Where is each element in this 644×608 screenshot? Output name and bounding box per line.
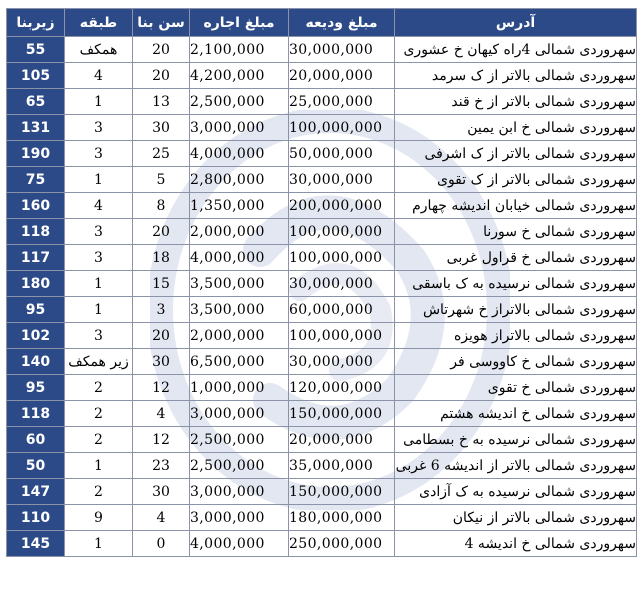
cell-deposit: 200,000,000 xyxy=(289,193,395,219)
cell-rent: 3,000,000 xyxy=(190,479,289,505)
cell-area: 117 xyxy=(7,245,65,271)
cell-address: سهروردی شمالی بالاتر از نیکان xyxy=(395,505,637,531)
table-row xyxy=(7,453,637,479)
cell-age: 8 xyxy=(133,193,190,219)
cell-address: سهروردی شمالی بالاتر از اندیشه 6 غربی xyxy=(395,453,637,479)
table-row xyxy=(7,89,637,115)
cell-address: سهروردی شمالی بالاتر از ک اشرفی xyxy=(395,141,637,167)
cell-rent: 4,000,000 xyxy=(190,531,289,557)
cell-rent: 3,500,000 xyxy=(190,297,289,323)
cell-area: 95 xyxy=(7,375,65,401)
cell-deposit: 30,000,000 xyxy=(289,349,395,375)
cell-address: سهروردی شمالی خیابان اندیشه چهارم xyxy=(395,193,637,219)
cell-area: 118 xyxy=(7,219,65,245)
cell-deposit: 35,000,000 xyxy=(289,453,395,479)
cell-floor: 2 xyxy=(65,479,133,505)
cell-rent: 1,350,000 xyxy=(190,193,289,219)
cell-floor: 3 xyxy=(65,115,133,141)
cell-age: 30 xyxy=(133,115,190,141)
header-address: آدرس xyxy=(395,9,637,37)
cell-floor: 1 xyxy=(65,167,133,193)
table-row xyxy=(7,427,637,453)
cell-rent: 3,000,000 xyxy=(190,115,289,141)
table-row xyxy=(7,375,637,401)
cell-area: 190 xyxy=(7,141,65,167)
cell-age: 20 xyxy=(133,37,190,63)
cell-age: 20 xyxy=(133,63,190,89)
cell-rent: 4,000,000 xyxy=(190,141,289,167)
cell-floor: 1 xyxy=(65,271,133,297)
cell-age: 5 xyxy=(133,167,190,193)
cell-floor: 1 xyxy=(65,453,133,479)
cell-age: 4 xyxy=(133,505,190,531)
cell-age: 30 xyxy=(133,349,190,375)
header-area: زیربنا xyxy=(7,9,65,37)
table-row xyxy=(7,505,637,531)
cell-rent: 4,200,000 xyxy=(190,63,289,89)
cell-floor: 1 xyxy=(65,531,133,557)
table-row xyxy=(7,323,637,349)
header-rent: مبلغ اجاره xyxy=(190,9,289,37)
cell-deposit: 100,000,000 xyxy=(289,323,395,349)
header-age: سن بنا xyxy=(133,9,190,37)
cell-floor: 9 xyxy=(65,505,133,531)
cell-area: 118 xyxy=(7,401,65,427)
cell-address: سهروردی شمالی بالاتراز هویزه xyxy=(395,323,637,349)
cell-deposit: 150,000,000 xyxy=(289,401,395,427)
cell-deposit: 20,000,000 xyxy=(289,63,395,89)
table-row xyxy=(7,167,637,193)
cell-age: 23 xyxy=(133,453,190,479)
cell-rent: 3,000,000 xyxy=(190,505,289,531)
cell-floor: 2 xyxy=(65,401,133,427)
cell-deposit: 50,000,000 xyxy=(289,141,395,167)
cell-floor: 1 xyxy=(65,89,133,115)
cell-address: سهروردی شمالی بالاتر از ک تقوی xyxy=(395,167,637,193)
table-row xyxy=(7,245,637,271)
table-row xyxy=(7,219,637,245)
cell-deposit: 180,000,000 xyxy=(289,505,395,531)
cell-rent: 2,100,000 xyxy=(190,37,289,63)
cell-address: سهروردی شمالی خ اندیشه هشتم xyxy=(395,401,637,427)
cell-area: 105 xyxy=(7,63,65,89)
cell-floor: همکف xyxy=(65,37,133,63)
cell-area: 60 xyxy=(7,427,65,453)
cell-age: 30 xyxy=(133,479,190,505)
cell-deposit: 250,000,000 xyxy=(289,531,395,557)
table-row xyxy=(7,63,637,89)
cell-floor: 3 xyxy=(65,141,133,167)
cell-area: 131 xyxy=(7,115,65,141)
cell-area: 95 xyxy=(7,297,65,323)
table-row xyxy=(7,349,637,375)
cell-age: 4 xyxy=(133,401,190,427)
table-row xyxy=(7,401,637,427)
cell-address: سهروردی شمالی بالاتر از خ قند xyxy=(395,89,637,115)
cell-rent: 2,000,000 xyxy=(190,323,289,349)
cell-rent: 4,000,000 xyxy=(190,245,289,271)
table-row xyxy=(7,115,637,141)
table-row xyxy=(7,271,637,297)
cell-area: 50 xyxy=(7,453,65,479)
cell-address: سهروردی شمالی خ اندیشه 4 xyxy=(395,531,637,557)
cell-rent: 2,500,000 xyxy=(190,89,289,115)
cell-area: 145 xyxy=(7,531,65,557)
cell-area: 110 xyxy=(7,505,65,531)
cell-age: 25 xyxy=(133,141,190,167)
cell-age: 3 xyxy=(133,297,190,323)
cell-rent: 2,500,000 xyxy=(190,427,289,453)
table-header-row xyxy=(7,9,637,37)
table-row xyxy=(7,193,637,219)
cell-deposit: 30,000,000 xyxy=(289,37,395,63)
cell-floor: 2 xyxy=(65,375,133,401)
cell-rent: 2,500,000 xyxy=(190,453,289,479)
cell-deposit: 60,000,000 xyxy=(289,297,395,323)
cell-address: سهروردی شمالی خ ابن یمین xyxy=(395,115,637,141)
cell-age: 12 xyxy=(133,427,190,453)
cell-area: 147 xyxy=(7,479,65,505)
cell-address: سهروردی شمالی خ سورنا xyxy=(395,219,637,245)
cell-floor: 4 xyxy=(65,63,133,89)
cell-age: 20 xyxy=(133,219,190,245)
table-row xyxy=(7,297,637,323)
cell-area: 160 xyxy=(7,193,65,219)
cell-age: 20 xyxy=(133,323,190,349)
cell-age: 13 xyxy=(133,89,190,115)
cell-area: 102 xyxy=(7,323,65,349)
cell-address: سهروردی شمالی نرسیده به خ بسطامی xyxy=(395,427,637,453)
cell-area: 65 xyxy=(7,89,65,115)
cell-deposit: 100,000,000 xyxy=(289,245,395,271)
cell-address: سهروردی شمالی خ تقوی xyxy=(395,375,637,401)
cell-deposit: 30,000,000 xyxy=(289,167,395,193)
cell-address: سهروردی شمالی خ کاووسی فر xyxy=(395,349,637,375)
cell-floor: 4 xyxy=(65,193,133,219)
cell-rent: 3,500,000 xyxy=(190,271,289,297)
cell-floor: 1 xyxy=(65,297,133,323)
cell-deposit: 100,000,000 xyxy=(289,219,395,245)
header-floor: طبقه xyxy=(65,9,133,37)
cell-rent: 3,000,000 xyxy=(190,401,289,427)
cell-rent: 2,800,000 xyxy=(190,167,289,193)
cell-area: 140 xyxy=(7,349,65,375)
cell-floor: 2 xyxy=(65,427,133,453)
table-row xyxy=(7,479,637,505)
cell-floor: 3 xyxy=(65,245,133,271)
cell-age: 0 xyxy=(133,531,190,557)
cell-address: سهروردی شمالی نرسیده به ک باسقی xyxy=(395,271,637,297)
cell-rent: 1,000,000 xyxy=(190,375,289,401)
cell-address: سهروردی شمالی بالاتراز خ شهرتاش xyxy=(395,297,637,323)
table-row xyxy=(7,37,637,63)
cell-area: 180 xyxy=(7,271,65,297)
table-row xyxy=(7,531,637,557)
cell-address: سهروردی شمالی نرسیده به ک آزادی xyxy=(395,479,637,505)
header-deposit: مبلغ ودیعه xyxy=(289,9,395,37)
cell-deposit: 25,000,000 xyxy=(289,89,395,115)
cell-rent: 2,000,000 xyxy=(190,219,289,245)
cell-age: 12 xyxy=(133,375,190,401)
cell-deposit: 30,000,000 xyxy=(289,271,395,297)
cell-deposit: 20,000,000 xyxy=(289,427,395,453)
cell-floor: 3 xyxy=(65,219,133,245)
cell-floor: زیر همکف xyxy=(65,349,133,375)
cell-age: 15 xyxy=(133,271,190,297)
cell-deposit: 120,000,000 xyxy=(289,375,395,401)
rental-listings-table xyxy=(6,8,637,557)
cell-deposit: 150,000,000 xyxy=(289,479,395,505)
cell-address: سهروردی شمالی خ قراول غربی xyxy=(395,245,637,271)
cell-address: سهروردی شمالی 4راه کیهان خ عشوری xyxy=(395,37,637,63)
cell-rent: 6,500,000 xyxy=(190,349,289,375)
cell-floor: 3 xyxy=(65,323,133,349)
cell-deposit: 100,000,000 xyxy=(289,115,395,141)
cell-address: سهروردی شمالی بالاتر از ک سرمد xyxy=(395,63,637,89)
table-row xyxy=(7,141,637,167)
cell-age: 18 xyxy=(133,245,190,271)
cell-area: 55 xyxy=(7,37,65,63)
cell-area: 75 xyxy=(7,167,65,193)
